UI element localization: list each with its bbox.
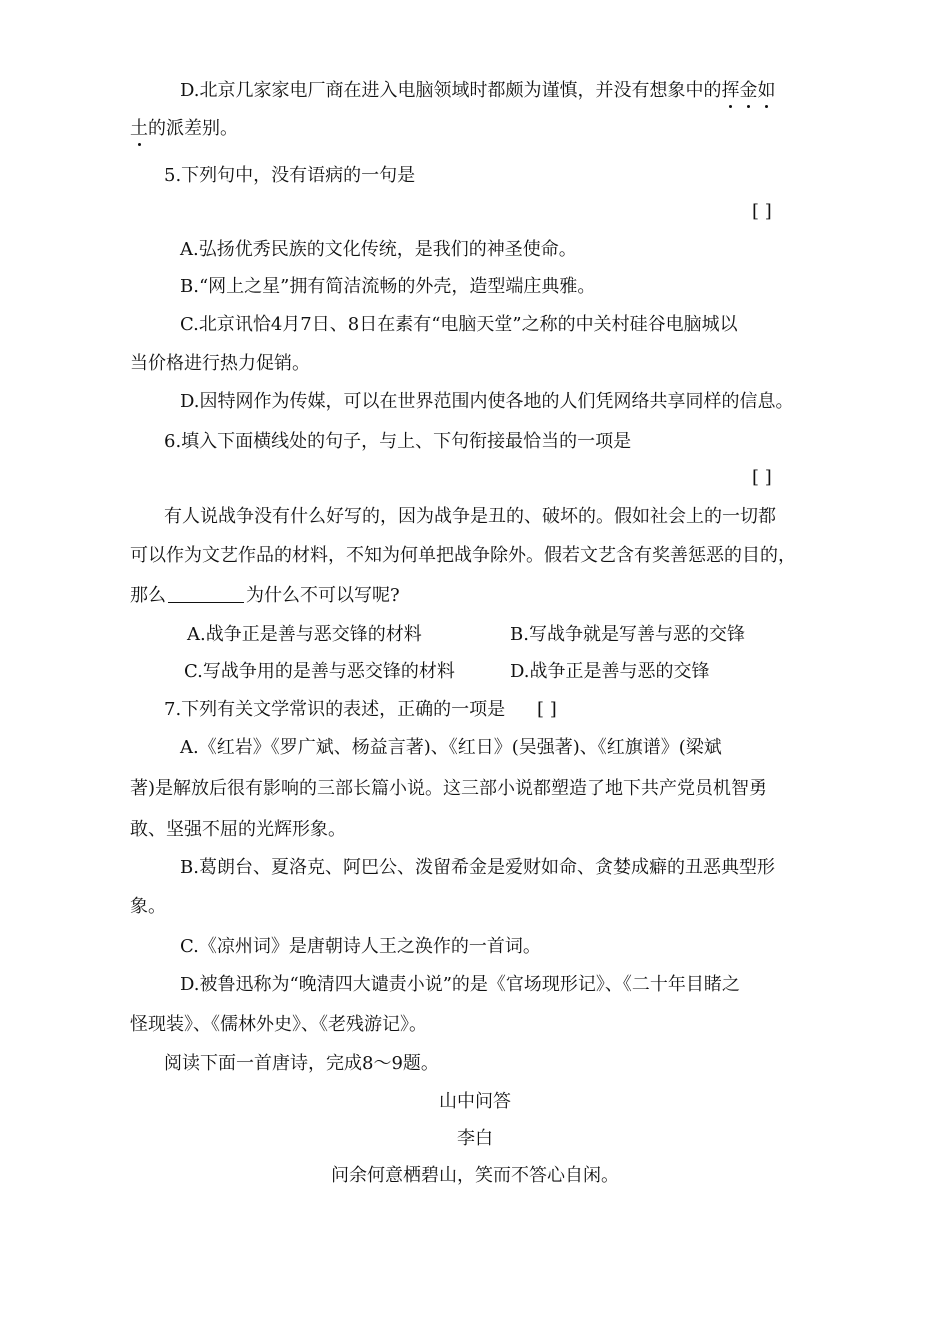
q7-option-b-line2: 象。 bbox=[130, 896, 166, 917]
q4-option-d-text-end: 的派差别。 bbox=[148, 118, 238, 139]
q7-stem: 7.下列有关文学常识的表述，正确的一项是 bbox=[164, 699, 506, 720]
emphasis-dot-char: 如 bbox=[757, 80, 776, 101]
fill-in-blank bbox=[168, 584, 244, 603]
q5-option-b: B.“网上之星”拥有简洁流畅的外壳，造型端庄典雅。 bbox=[180, 276, 596, 297]
q6-passage-text: 那么 bbox=[130, 585, 166, 606]
q6-passage-line3 bbox=[130, 584, 400, 608]
q7-answer-bracket: [ ] bbox=[537, 699, 557, 720]
emphasis-dot-char: 金 bbox=[739, 80, 758, 101]
reading-intro: 阅读下面一首唐诗，完成8～9题。 bbox=[164, 1053, 439, 1074]
q4-option-d-line2 bbox=[130, 117, 238, 141]
q4-option-d-text: D.北京几家家电厂商在进入电脑领域时都颇为谨慎，并没有想象中的 bbox=[180, 80, 722, 101]
q7-option-d-line1: D.被鲁迅称为“晚清四大谴责小说”的是《官场现形记》、《二十年目睹之 bbox=[180, 974, 740, 995]
q7-option-a-line2: 著)是解放后很有影响的三部长篇小说。这三部小说都塑造了地下共产党员机智勇 bbox=[130, 778, 768, 799]
q5-answer-bracket: [ ] bbox=[752, 201, 772, 222]
q7-option-c: C.《凉州词》是唐朝诗人王之涣作的一首词。 bbox=[180, 936, 541, 957]
q6-option-a: A.战争正是善与恶交锋的材料 bbox=[187, 624, 422, 645]
emphasis-dot-char: 挥 bbox=[721, 80, 740, 101]
poem-line: 问余何意栖碧山，笑而不答心自闲。 bbox=[331, 1165, 619, 1186]
q7-option-d-line2: 怪现装》、《儒林外史》、《老残游记》。 bbox=[130, 1014, 427, 1035]
q5-stem: 5.下列句中，没有语病的一句是 bbox=[164, 165, 416, 186]
q7-option-b-line1: B.葛朗台、夏洛克、阿巴公、泼留希金是爱财如命、贪婪成癖的丑恶典型形 bbox=[180, 857, 775, 878]
q6-option-b: B.写战争就是写善与恶的交锋 bbox=[510, 624, 745, 645]
q4-option-d-line1 bbox=[180, 79, 776, 103]
q7-option-a-line3: 敢、坚强不屈的光辉形象。 bbox=[130, 819, 346, 840]
q5-option-a: A.弘扬优秀民族的文化传统，是我们的神圣使命。 bbox=[180, 239, 577, 260]
q6-answer-bracket: [ ] bbox=[752, 467, 772, 488]
q6-passage-line1: 有人说战争没有什么好写的，因为战争是丑的、破坏的。假如社会上的一切都 bbox=[164, 506, 776, 527]
q6-stem: 6.填入下面横线处的句子，与上、下句衔接最恰当的一项是 bbox=[164, 431, 632, 452]
q7-option-a-line1: A.《红岩》《罗广斌、杨益言著)、《红日》(吴强著)、《红旗谱》(梁斌 bbox=[180, 737, 722, 758]
q6-passage-text-end: 为什么不可以写呢? bbox=[246, 585, 400, 606]
q6-option-c: C.写战争用的是善与恶交锋的材料 bbox=[184, 661, 455, 682]
q5-option-c-line2: 当价格进行热力促销。 bbox=[130, 353, 310, 374]
q5-option-c-line1: C.北京讯恰4月7日、8日在素有“电脑天堂”之称的中关村硅谷电脑城以 bbox=[180, 314, 738, 335]
emphasis-dot-char: 土 bbox=[130, 118, 148, 139]
poem-title: 山中问答 bbox=[439, 1091, 511, 1112]
q6-passage-line2: 可以作为文艺作品的材料，不知为何单把战争除外。假若文艺含有奖善惩恶的目的， bbox=[130, 545, 796, 566]
q5-option-d: D.因特网作为传媒，可以在世界范围内使各地的人们凭网络共享同样的信息。 bbox=[180, 391, 794, 412]
poem-author: 李白 bbox=[457, 1128, 493, 1149]
q6-option-d: D.战争正是善与恶的交锋 bbox=[510, 661, 710, 682]
